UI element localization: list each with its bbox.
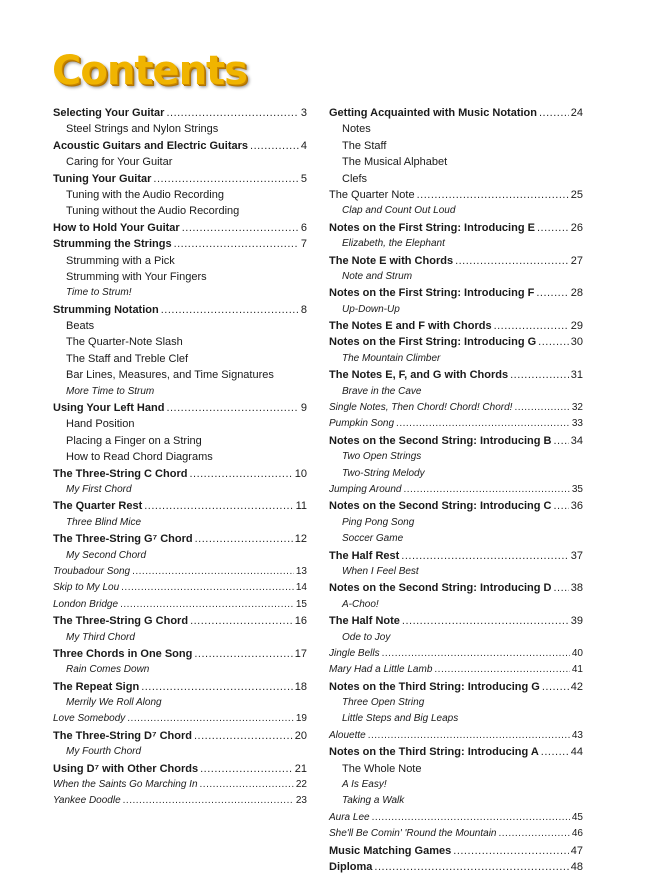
dot-leader xyxy=(194,728,293,744)
toc-entry-page: 41 xyxy=(571,664,583,676)
toc-entry-page: 15 xyxy=(295,598,307,610)
toc-entry-page: 6 xyxy=(300,221,307,234)
toc-entry-title: Elizabeth, the Elephant xyxy=(342,238,445,250)
toc-entry-page: 14 xyxy=(295,582,307,594)
toc-entry xyxy=(329,630,583,646)
toc-entry-page: 16 xyxy=(294,615,307,628)
toc-entry-title: Tuning with the Audio Recording xyxy=(66,188,224,201)
toc-entry xyxy=(53,187,307,203)
toc-entry xyxy=(329,302,583,318)
toc-entry-title: Diploma xyxy=(329,860,373,873)
toc-entry-page: 42 xyxy=(570,680,583,693)
toc-entry-title: The Half Note xyxy=(329,615,400,628)
dot-leader xyxy=(121,580,294,596)
toc-entry-title: Troubadour Song xyxy=(53,565,131,577)
toc-entry-title: The Staff and Treble Clef xyxy=(66,352,189,365)
toc-entry xyxy=(53,613,307,629)
toc-entry-title: Jingle Bells xyxy=(329,647,380,659)
toc-entry-title: London Bridge xyxy=(53,598,119,610)
toc-entry xyxy=(53,416,307,432)
toc-entry-title: The Note E with Chords xyxy=(329,254,454,267)
dot-leader xyxy=(536,285,568,301)
toc-entry xyxy=(53,384,307,400)
toc-column-right xyxy=(329,105,583,875)
dot-leader xyxy=(553,498,568,514)
toc-entry xyxy=(53,564,307,580)
toc-entry-page: 47 xyxy=(570,844,583,857)
toc-entry-page: 33 xyxy=(571,418,583,430)
toc-entry xyxy=(53,236,307,252)
toc-entry-page: 11 xyxy=(295,500,307,513)
toc-entry-title: Clefs xyxy=(342,172,368,185)
toc-entry xyxy=(53,466,307,482)
toc-entry-title: Notes on the First String: Introducing E xyxy=(329,221,535,234)
toc-entry-page: 48 xyxy=(570,860,583,873)
toc-entry xyxy=(329,121,583,137)
toc-entry xyxy=(329,826,583,842)
toc-entry xyxy=(329,105,583,121)
toc-entry xyxy=(329,548,583,564)
toc-entry xyxy=(53,630,307,646)
toc-entry xyxy=(329,449,583,465)
page-title: Contents xyxy=(52,48,247,94)
dot-leader xyxy=(368,728,570,744)
toc-entry-title: Three Chords in One Song xyxy=(53,647,193,660)
toc-entry xyxy=(53,138,307,154)
toc-entry-page: 45 xyxy=(571,811,583,823)
toc-entry xyxy=(329,236,583,252)
toc-entry-title: Love Somebody xyxy=(53,713,126,725)
toc-entry xyxy=(53,253,307,269)
toc-entry-title: The Three-String C Chord xyxy=(53,467,188,480)
toc-entry-page: 20 xyxy=(294,729,307,742)
dot-leader xyxy=(141,679,293,695)
toc-entry-title: The Whole Note xyxy=(342,762,422,775)
toc-entry-title: Beats xyxy=(66,320,95,333)
dot-leader xyxy=(123,793,294,809)
dot-leader xyxy=(553,580,568,596)
toc-entry-title: A-Choo! xyxy=(342,598,379,610)
toc-entry-page: 5 xyxy=(300,172,307,185)
toc-entry-page: 40 xyxy=(571,647,583,659)
toc-entry-title: Caring for Your Guitar xyxy=(66,156,173,169)
toc-entry-title: The Staff xyxy=(342,139,387,152)
toc-entry-page: 19 xyxy=(295,713,307,725)
toc-entry xyxy=(329,466,583,482)
toc-entry-title: Merrily We Roll Along xyxy=(66,697,162,709)
toc-entry xyxy=(329,711,583,727)
toc-entry-page: 46 xyxy=(571,828,583,840)
toc-entry-page: 44 xyxy=(570,746,583,759)
toc-entry xyxy=(53,679,307,695)
toc-entry-page: 17 xyxy=(294,647,307,660)
dot-leader xyxy=(166,400,298,416)
dot-leader xyxy=(539,105,569,121)
toc-entry-title: Notes xyxy=(342,123,371,136)
toc-entry-title: Note and Strum xyxy=(342,270,413,282)
toc-entry xyxy=(53,203,307,219)
toc-entry-title: Mary Had a Little Lamb xyxy=(329,664,433,676)
toc-entry-title: Acoustic Guitars and Electric Guitars xyxy=(53,139,249,152)
dot-leader xyxy=(494,318,569,334)
toc-entry xyxy=(329,744,583,760)
toc-entry xyxy=(329,203,583,219)
toc-entry-title: Strumming with a Pick xyxy=(66,254,175,267)
toc-entry-title: Notes on the Second String: Introducing D xyxy=(329,582,552,595)
toc-entry-title: Ode to Joy xyxy=(342,631,391,643)
toc-entry xyxy=(329,843,583,859)
dot-leader xyxy=(182,220,299,236)
toc-entry-title: Getting Acquainted with Music Notation xyxy=(329,107,537,119)
toc-entry-page: 9 xyxy=(300,402,307,415)
toc-entry-page: 21 xyxy=(294,762,307,775)
toc-entry-title: Using Your Left Hand xyxy=(53,402,165,415)
toc-entry xyxy=(53,761,307,777)
toc-entry xyxy=(329,384,583,400)
toc-entry-title: My Third Chord xyxy=(66,631,135,643)
toc-entry xyxy=(53,515,307,531)
toc-entry xyxy=(53,449,307,465)
toc-entry xyxy=(53,548,307,564)
toc-entry-title: Soccer Game xyxy=(342,533,404,545)
toc-entry xyxy=(53,597,307,613)
toc-entry-title: Skip to My Lou xyxy=(53,582,120,594)
dot-leader xyxy=(200,761,293,777)
dot-leader xyxy=(250,138,299,154)
toc-entry-page: 24 xyxy=(570,107,583,119)
dot-leader xyxy=(190,613,293,629)
toc-entry-title: My Fourth Chord xyxy=(66,746,142,758)
toc-entry-title: Hand Position xyxy=(66,418,135,431)
dot-leader xyxy=(542,679,569,695)
toc-entry xyxy=(329,695,583,711)
toc-entry xyxy=(329,400,583,416)
toc-entry xyxy=(53,220,307,236)
toc-entry-title: Three Blind Mice xyxy=(66,516,142,528)
toc-entry-title: Selecting Your Guitar xyxy=(53,107,165,119)
toc-entry-page: 25 xyxy=(570,188,583,201)
toc-entry xyxy=(329,416,583,432)
dot-leader xyxy=(174,236,299,252)
toc-entry xyxy=(329,662,583,678)
toc-entry xyxy=(53,498,307,514)
toc-entry-title: Aura Lee xyxy=(329,811,370,823)
dot-leader xyxy=(189,466,292,482)
toc-entry xyxy=(329,564,583,580)
toc-entry-title: Alouette xyxy=(329,729,366,741)
toc-entry xyxy=(53,793,307,809)
dot-leader xyxy=(541,744,569,760)
toc-entry-page: 28 xyxy=(570,287,583,300)
toc-entry xyxy=(329,154,583,170)
toc-entry-page: 36 xyxy=(570,500,583,513)
toc-entry xyxy=(329,334,583,350)
toc-entry xyxy=(53,728,307,744)
toc-entry xyxy=(53,744,307,760)
toc-entry-title: Taking a Walk xyxy=(342,795,405,807)
toc-entry-title: Music Matching Games xyxy=(329,844,452,857)
toc-entry-page: 35 xyxy=(571,483,583,495)
dot-leader xyxy=(374,859,568,875)
toc-entry-title: Two Open Strings xyxy=(342,451,422,463)
toc-entry-title: Single Notes, Then Chord! Chord! Chord! xyxy=(329,402,513,414)
toc-entry xyxy=(329,761,583,777)
toc-entry-page: 23 xyxy=(295,795,307,807)
dot-leader xyxy=(553,433,568,449)
toc-entry-title: She'll Be Comin' 'Round the Mountain xyxy=(329,828,497,840)
toc-entry-title: Notes on the Second String: Introducing C xyxy=(329,500,552,513)
toc-entry-page: 37 xyxy=(570,549,583,562)
toc-entry-title: How to Hold Your Guitar xyxy=(53,221,180,234)
toc-entry-page: 8 xyxy=(300,303,307,316)
toc-entry-title: Notes on the Second String: Introducing B xyxy=(329,434,552,447)
dot-leader xyxy=(200,777,294,793)
toc-entry xyxy=(53,531,307,547)
toc-entry-title: Clap and Count Out Loud xyxy=(342,205,456,217)
toc-entry-page: 31 xyxy=(570,369,583,382)
toc-entry xyxy=(53,351,307,367)
dot-leader xyxy=(132,564,294,580)
dot-leader xyxy=(372,810,570,826)
toc-entry-title: My Second Chord xyxy=(66,549,147,561)
toc-entry xyxy=(53,646,307,662)
dot-leader xyxy=(120,597,294,613)
toc-entry xyxy=(329,171,583,187)
toc-entry xyxy=(53,171,307,187)
toc-entry-title: Steel Strings and Nylon Strings xyxy=(66,123,219,136)
toc-entry-page: 18 xyxy=(294,680,307,693)
dot-leader xyxy=(402,613,569,629)
toc-entry-title: Yankee Doodle xyxy=(53,795,121,807)
dot-leader xyxy=(194,646,292,662)
toc-entry-page: 4 xyxy=(300,139,307,152)
dot-leader xyxy=(510,367,569,383)
toc-entry-page: 43 xyxy=(571,729,583,741)
toc-entry xyxy=(329,679,583,695)
toc-entry-page: 29 xyxy=(570,320,583,333)
toc-entry-title: The Repeat Sign xyxy=(53,680,140,693)
toc-entry-title: Up-Down-Up xyxy=(342,303,400,315)
toc-entry xyxy=(53,121,307,137)
toc-entry-title: Two-String Melody xyxy=(342,467,425,479)
toc-entry xyxy=(53,580,307,596)
toc-entry xyxy=(329,482,583,498)
toc-entry-title: Using D⁷ with Other Chords xyxy=(53,762,199,775)
toc-entry xyxy=(329,367,583,383)
toc-entry-title: A Is Easy! xyxy=(342,779,387,791)
toc-entry xyxy=(329,318,583,334)
toc-entry-page: 13 xyxy=(295,565,307,577)
toc-entry xyxy=(329,220,583,236)
toc-entry-title: Time to Strum! xyxy=(66,287,132,299)
toc-entry-page: 30 xyxy=(570,336,583,349)
toc-entry xyxy=(329,433,583,449)
toc-entry-page: 27 xyxy=(570,254,583,267)
toc-entry-page: 3 xyxy=(300,107,307,119)
dot-leader xyxy=(127,711,294,727)
toc-entry-title: Notes on the Third String: Introducing G xyxy=(329,680,540,693)
toc-entry xyxy=(53,711,307,727)
dot-leader xyxy=(403,482,569,498)
toc-entry xyxy=(53,695,307,711)
toc-entry-title: Tuning Your Guitar xyxy=(53,172,152,185)
dot-leader xyxy=(514,400,569,416)
toc-entry xyxy=(53,334,307,350)
toc-entry-page: 34 xyxy=(570,434,583,447)
toc-entry-title: How to Read Chord Diagrams xyxy=(66,451,213,464)
toc-entry-page: 38 xyxy=(570,582,583,595)
toc-entry xyxy=(53,154,307,170)
toc-entry-title: More Time to Strum xyxy=(66,385,155,397)
toc-entry-title: The Musical Alphabet xyxy=(342,156,448,169)
toc-entry xyxy=(53,318,307,334)
toc-entry-title: The Notes E, F, and G with Chords xyxy=(329,369,509,382)
toc-entry-title: Jumping Around xyxy=(329,483,402,495)
dot-leader xyxy=(537,220,569,236)
dot-leader xyxy=(144,498,293,514)
toc-entry-page: 7 xyxy=(300,238,307,251)
toc-entry xyxy=(329,613,583,629)
toc-column-left xyxy=(53,105,307,810)
toc-entry-title: When I Feel Best xyxy=(342,565,419,577)
toc-entry xyxy=(53,400,307,416)
toc-entry-title: The Quarter-Note Slash xyxy=(66,336,183,349)
toc-entry xyxy=(329,515,583,531)
toc-entry-page: 32 xyxy=(571,402,583,414)
toc-entry xyxy=(53,482,307,498)
toc-entry-title: The Quarter Note xyxy=(329,188,415,201)
toc-entry xyxy=(329,269,583,285)
dot-leader xyxy=(499,826,570,842)
toc-entry-title: The Quarter Rest xyxy=(53,500,143,513)
toc-entry xyxy=(329,777,583,793)
toc-entry xyxy=(329,531,583,547)
toc-entry xyxy=(329,793,583,809)
toc-entry xyxy=(329,580,583,596)
toc-entry-page: 22 xyxy=(295,779,307,791)
toc-entry-title: Notes on the First String: Introducing G xyxy=(329,336,537,349)
toc-entry xyxy=(329,597,583,613)
toc-entry xyxy=(53,777,307,793)
toc-entry-title: The Mountain Climber xyxy=(342,352,441,364)
toc-entry-title: The Notes E and F with Chords xyxy=(329,320,492,333)
toc-entry-page: 10 xyxy=(294,467,307,480)
toc-entry-title: Pumpkin Song xyxy=(329,418,395,430)
toc-entry xyxy=(329,859,583,875)
toc-entry-title: Placing a Finger on a String xyxy=(66,434,202,447)
toc-entry-title: Strumming the Strings xyxy=(53,238,172,251)
toc-entry xyxy=(329,351,583,367)
toc-entry xyxy=(53,302,307,318)
toc-entry-title: Little Steps and Big Leaps xyxy=(342,713,459,725)
toc-entry-title: Three Open String xyxy=(342,697,425,709)
toc-entry xyxy=(329,646,583,662)
toc-entry-title: The Three-String G Chord xyxy=(53,615,189,628)
toc-entry-title: The Three-String G⁷ Chord xyxy=(53,533,193,546)
toc-entry xyxy=(329,253,583,269)
toc-entry-title: Rain Comes Down xyxy=(66,664,150,676)
toc-entry-title: Notes on the First String: Introducing F xyxy=(329,287,535,300)
toc-entry-page: 26 xyxy=(570,221,583,234)
dot-leader xyxy=(538,334,569,350)
toc-entry-title: The Three-String D⁷ Chord xyxy=(53,729,192,742)
toc-entry-title: Bar Lines, Measures, and Time Signatures xyxy=(66,369,274,382)
dot-leader xyxy=(195,531,293,547)
toc-entry xyxy=(53,269,307,285)
dot-leader xyxy=(396,416,570,432)
dot-leader xyxy=(161,302,299,318)
dot-leader xyxy=(417,187,569,203)
toc-entry xyxy=(329,187,583,203)
toc-entry xyxy=(53,105,307,121)
toc-entry xyxy=(329,498,583,514)
toc-entry xyxy=(53,662,307,678)
toc-entry-title: The Half Rest xyxy=(329,549,400,562)
toc-entry-title: My First Chord xyxy=(66,483,132,495)
toc-entry-page: 12 xyxy=(294,533,307,546)
toc-entry-title: Tuning without the Audio Recording xyxy=(66,205,240,218)
toc-entry xyxy=(53,285,307,301)
toc-entry xyxy=(329,810,583,826)
toc-entry-title: Ping Pong Song xyxy=(342,516,415,528)
toc-entry xyxy=(53,433,307,449)
toc-entry-title: Brave in the Cave xyxy=(342,385,422,397)
toc-entry xyxy=(329,138,583,154)
toc-entry xyxy=(329,728,583,744)
toc-entry-title: Strumming with Your Fingers xyxy=(66,270,207,283)
dot-leader xyxy=(382,646,570,662)
toc-entry-title: When the Saints Go Marching In xyxy=(53,779,198,791)
dot-leader xyxy=(401,548,568,564)
toc-entry xyxy=(329,285,583,301)
toc-entry-title: Strumming Notation xyxy=(53,303,159,316)
dot-leader xyxy=(153,171,298,187)
toc-entry-page: 39 xyxy=(570,615,583,628)
toc-entry-title: Notes on the Third String: Introducing A xyxy=(329,746,539,759)
toc-entry xyxy=(53,367,307,383)
dot-leader xyxy=(455,253,569,269)
dot-leader xyxy=(453,843,568,859)
dot-leader xyxy=(166,105,298,121)
dot-leader xyxy=(434,662,569,678)
